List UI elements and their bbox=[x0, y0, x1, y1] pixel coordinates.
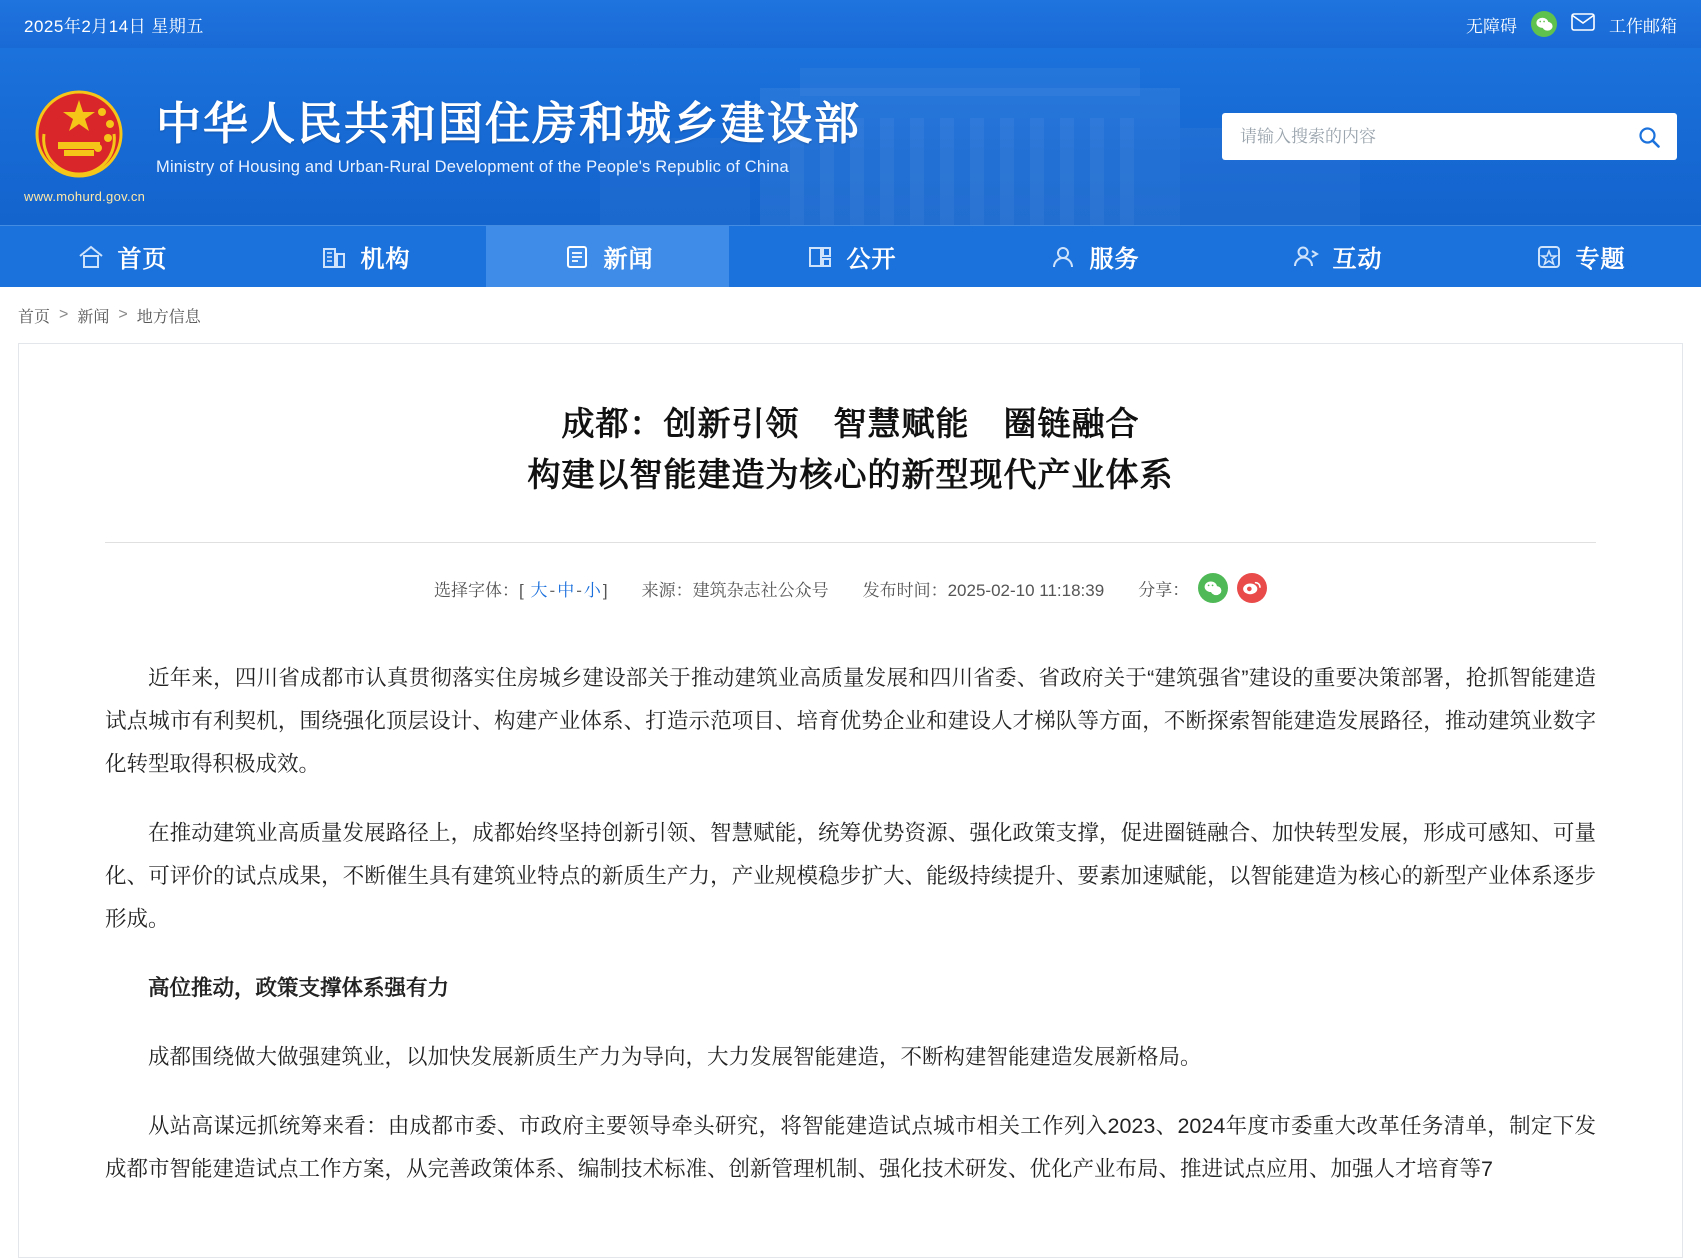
article-share bbox=[1138, 573, 1267, 603]
breadcrumb-item-home[interactable]: 首页 bbox=[18, 308, 51, 326]
font-size-large[interactable]: 大 bbox=[530, 580, 548, 600]
document-open-icon bbox=[805, 242, 835, 272]
search-icon[interactable] bbox=[1627, 117, 1671, 157]
wechat-share-icon[interactable] bbox=[1198, 573, 1228, 603]
breadcrumb-item-news[interactable]: 新闻 bbox=[77, 308, 110, 326]
home-icon bbox=[76, 242, 106, 272]
font-size-small[interactable]: 小 bbox=[583, 580, 601, 600]
top-utility-right bbox=[1466, 11, 1677, 37]
nav-item-interaction[interactable] bbox=[1215, 226, 1458, 287]
weibo-share-icon[interactable] bbox=[1237, 573, 1267, 603]
publish-value: 2025-02-10 11:18:39 bbox=[947, 580, 1105, 600]
accessibility-link[interactable]: 无障碍 bbox=[1466, 16, 1517, 36]
nav-item-home[interactable] bbox=[0, 226, 243, 287]
article-paragraph: 近年来，四川省成都市认真贯彻落实住房城乡建设部关于推动建筑业高质量发展和四川省委、省政府关于“建筑强省”建设的重要决策部署，抢抓智能建造试点城市有利契机，围绕强化顶层设计、构建产业体系、打造示范项目、培育优势企业和建设人才梯队等方面，不断探索智能建造发展路径，推动建筑业数字化转型取得积极成效。 bbox=[105, 666, 1596, 777]
article-subheading: 高位推动，政策支撑体系强有力 bbox=[148, 976, 450, 1001]
search-box[interactable] bbox=[1222, 113, 1677, 160]
font-size-medium[interactable]: 中 bbox=[557, 580, 575, 600]
breadcrumb-item-local-info[interactable]: 地方信息 bbox=[136, 308, 201, 326]
nav-label: 专题 bbox=[1575, 246, 1626, 273]
building-icon bbox=[319, 242, 349, 272]
article-paragraph: 成都围绕做大做强建筑业，以加快发展新质生产力为导向，大力发展智能建造，不断构建智能建造发展新格局。 bbox=[148, 1045, 1202, 1070]
article-source bbox=[642, 576, 829, 601]
service-person-icon bbox=[1048, 242, 1078, 272]
article-paragraph: 在推动建筑业高质量发展路径上，成都始终坚持创新引领、智慧赋能，统筹优势资源、强化政策支撑，促进圈链融合、加快转型发展，形成可感知、可量化、可评价的试点成果，不断催生具有建筑业特点的新质生产力，产业规模稳步扩大、能级持续提升、要素加速赋能，以智能建造为核心的新型产业体系逐步形成。 bbox=[105, 821, 1596, 932]
page-title bbox=[105, 398, 1596, 500]
interaction-icon bbox=[1291, 242, 1321, 272]
work-mail-link[interactable]: 工作邮箱 bbox=[1609, 16, 1677, 36]
search-input[interactable] bbox=[1240, 127, 1627, 147]
article-card bbox=[18, 343, 1683, 1258]
breadcrumb-separator: > bbox=[59, 306, 69, 323]
article-publish-time bbox=[863, 576, 1105, 601]
nav-label: 公开 bbox=[846, 246, 897, 273]
article-title-line1: 成都：创新引领 智慧赋能 圈链融合 bbox=[561, 405, 1140, 442]
share-label: 分享： bbox=[1138, 580, 1190, 600]
nav-item-topics[interactable] bbox=[1458, 226, 1701, 287]
site-banner bbox=[0, 48, 1701, 225]
star-box-icon bbox=[1534, 242, 1564, 272]
bracket-left: [ bbox=[519, 580, 524, 600]
nav-item-news[interactable] bbox=[486, 226, 729, 287]
main-nav bbox=[0, 225, 1701, 287]
source-value: 建筑杂志社公众号 bbox=[692, 580, 829, 600]
current-date: 2025年2月14日 星期五 bbox=[24, 16, 204, 36]
nav-item-organization[interactable] bbox=[243, 226, 486, 287]
ministry-title-cn: 中华人民共和国住房和城乡建设部 bbox=[156, 97, 862, 149]
font-size-selector: 选择字体：[ 大 - 中 - 小 ] bbox=[434, 580, 608, 600]
news-icon bbox=[562, 242, 592, 272]
source-label: 来源： bbox=[641, 580, 693, 600]
nav-label: 机构 bbox=[360, 246, 411, 273]
article-meta bbox=[105, 543, 1596, 603]
breadcrumb-separator: > bbox=[118, 306, 128, 323]
nav-item-service[interactable] bbox=[972, 226, 1215, 287]
nav-label: 新闻 bbox=[603, 246, 654, 273]
brand-block[interactable] bbox=[24, 82, 862, 204]
font-size-label: 选择字体： bbox=[434, 580, 520, 600]
article-title-line2: 构建以智能建造为核心的新型现代产业体系 bbox=[527, 456, 1174, 494]
publish-label: 发布时间： bbox=[862, 580, 948, 600]
top-utility-bar bbox=[0, 0, 1701, 48]
nav-label: 互动 bbox=[1332, 246, 1383, 273]
nav-label: 服务 bbox=[1089, 246, 1140, 273]
national-emblem-icon bbox=[24, 82, 146, 204]
article-body bbox=[105, 657, 1596, 1191]
mail-icon[interactable] bbox=[1571, 13, 1595, 36]
article-paragraph: 从站高谋远抓统筹来看：由成都市委、市政府主要领导牵头研究，将智能建造试点城市相关工作列入2023、2024年度市委重大改革任务清单，制定下发成都市智能建造试点工作方案，从完善政策体系、编制技术标准、创新管理机制、强化技术研发、优化产业布局、推进试点应用、加强人才培育等7 bbox=[105, 1114, 1596, 1182]
nav-label: 首页 bbox=[117, 246, 168, 273]
site-url: www.mohurd.gov.cn bbox=[24, 188, 146, 204]
nav-item-open[interactable] bbox=[729, 226, 972, 287]
bracket-right: ] bbox=[602, 580, 608, 600]
breadcrumb bbox=[0, 287, 1701, 343]
wechat-icon[interactable] bbox=[1531, 11, 1557, 37]
ministry-title-en: Ministry of Housing and Urban-Rural Development of the People's Republic of China bbox=[156, 158, 789, 177]
